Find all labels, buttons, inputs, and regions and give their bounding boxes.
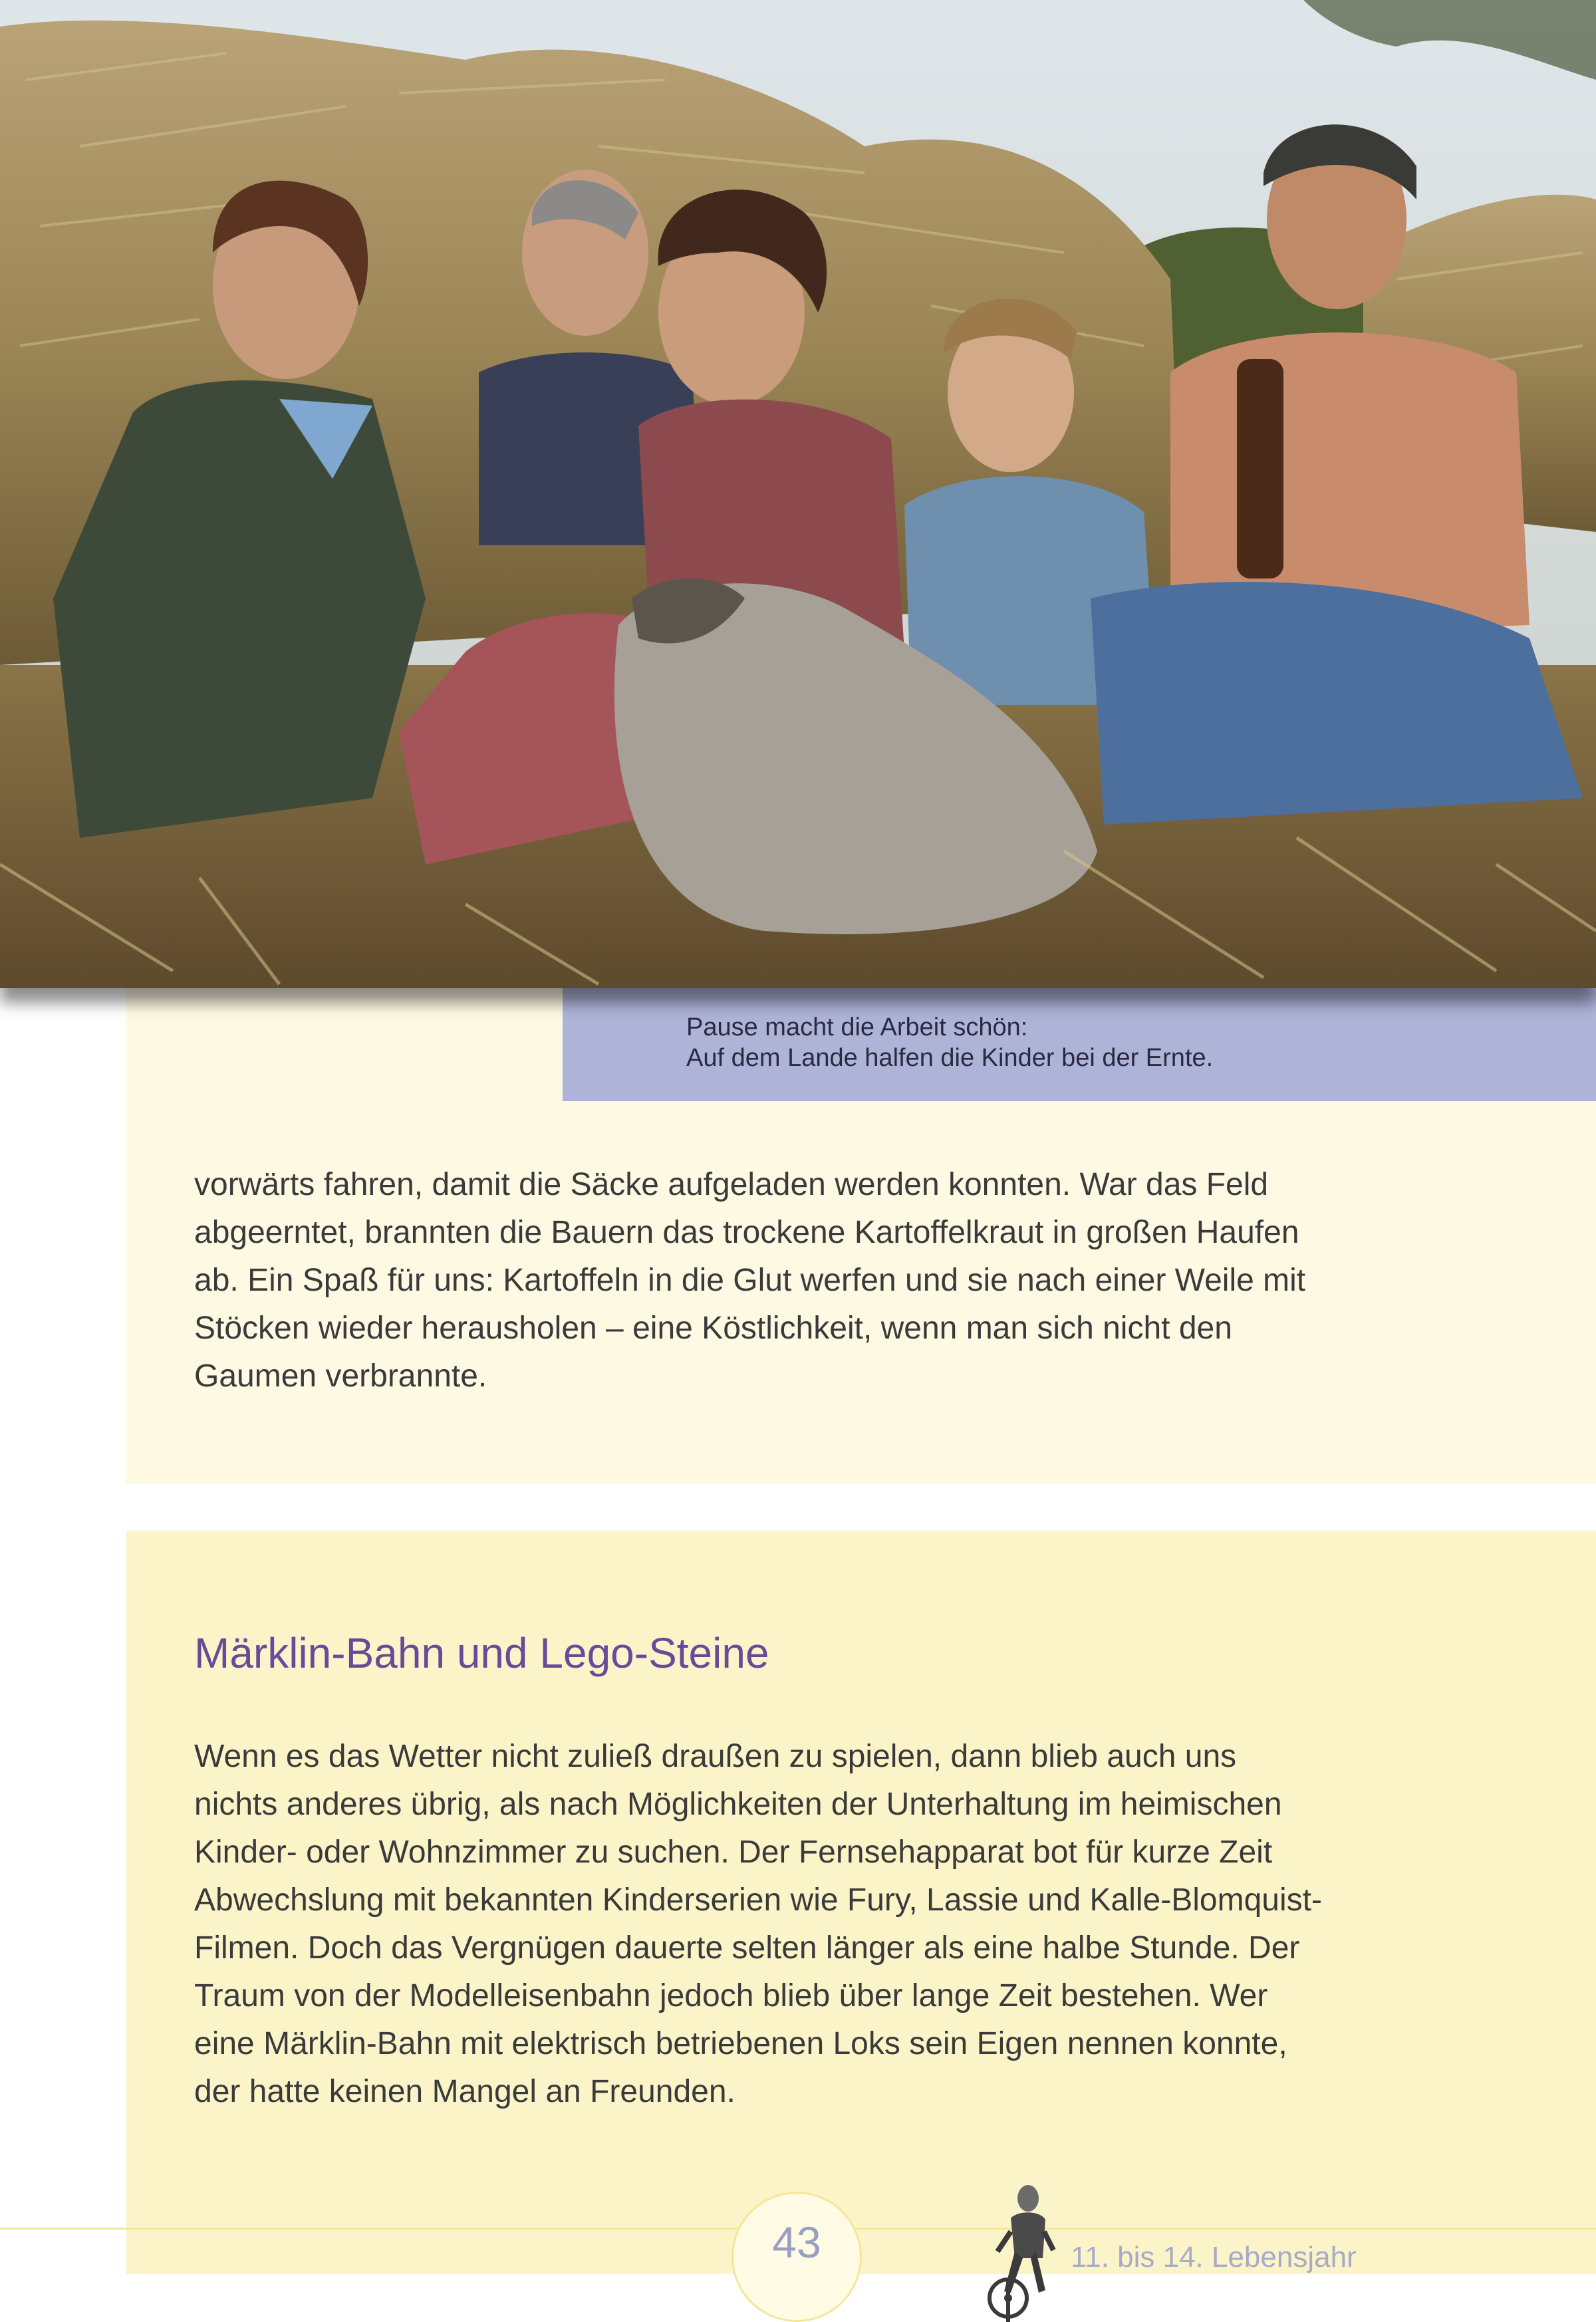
text-line: ab. Ein Spaß für uns: Kartoffeln in die Glut werfen und sie nach einer Weile mit	[194, 1263, 1306, 1298]
photo-caption-line-2: Auf dem Lande halfen die Kinder bei der Ernte.	[686, 1044, 1214, 1072]
text-line: Abwechslung mit bekannten Kinderserien wie Fury, Lassie und Kalle-Blomquist-	[194, 1882, 1322, 1918]
section-heading: Märklin-Bahn und Lego-Steine	[194, 1629, 769, 1677]
text-line: Kinder- oder Wohnzimmer zu suchen. Der Fernsehapparat bot für kurze Zeit	[194, 1835, 1273, 1870]
text-line: Gaumen verbrannte.	[194, 1358, 487, 1394]
text-line: vorwärts fahren, damit die Säcke aufgeladen werden konnten. War das Feld	[194, 1167, 1269, 1202]
text-line: nichts anderes übrig, als nach Möglichkeiten der Unterhaltung im heimischen	[194, 1787, 1282, 1822]
text-line: abgeerntet, brannten die Bauern das trockene Kartoffelkraut in großen Haufen	[194, 1215, 1299, 1250]
cyclist-icon	[984, 2178, 1064, 2322]
text-line: Wenn es das Wetter nicht zuließ draußen zu spielen, dann blieb auch uns	[194, 1739, 1237, 1774]
photo-caption-line-1: Pause macht die Arbeit schön:	[686, 1013, 1028, 1041]
harvest-photo	[0, 0, 1596, 988]
text-line: Filmen. Doch das Vergnügen dauerte selten länger als eine halbe Stunde. Der	[194, 1930, 1300, 1966]
text-line: eine Märklin-Bahn mit elektrisch betriebenen Loks sein Eigen nennen konnte,	[194, 2026, 1287, 2061]
page-number: 43	[772, 2218, 821, 2267]
chapter-label: 11. bis 14. Lebensjahr	[1071, 2241, 1357, 2273]
photo-caption	[563, 988, 1596, 1101]
body-text-section-1	[194, 1161, 1431, 1400]
text-line: der hatte keinen Mangel an Freunden.	[194, 2074, 735, 2109]
body-text-section-2	[194, 1733, 1431, 2116]
text-line: Traum von der Modelleisenbahn jedoch blieb über lange Zeit bestehen. Wer	[194, 1978, 1268, 2013]
harvest-photo-image	[0, 0, 1596, 988]
text-line: Stöcken wieder herausholen – eine Köstlichkeit, wenn man sich nicht den	[194, 1311, 1232, 1346]
